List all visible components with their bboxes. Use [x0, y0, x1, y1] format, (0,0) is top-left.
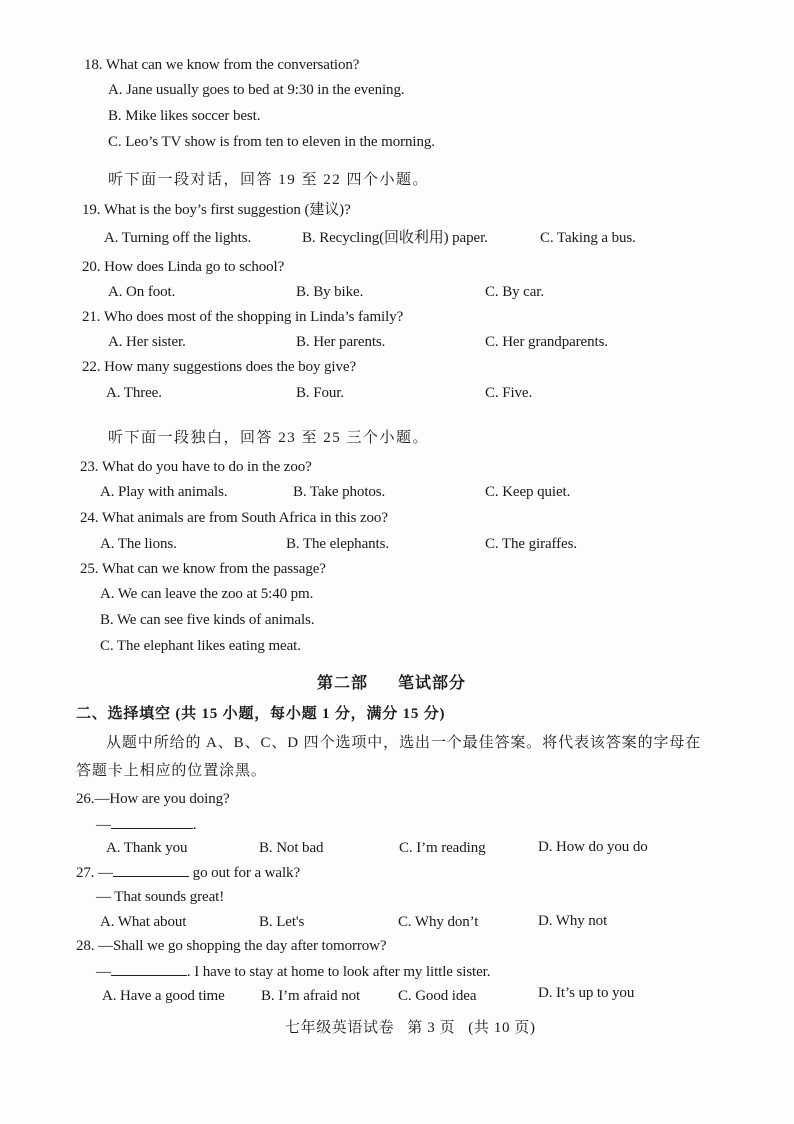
q25-option-b: B. We can see five kinds of animals.	[100, 612, 315, 628]
q27-answer-blank	[113, 862, 189, 877]
q22-option-b: B. Four.	[296, 385, 344, 401]
q20-option-c: C. By car.	[485, 284, 544, 300]
q26-dash: —	[96, 817, 111, 833]
q27-prefix: 27. —	[76, 865, 114, 881]
q28-line1: 28. —Shall we go shopping the day after tomorrow?	[76, 938, 387, 954]
q25-option-a: A. We can leave the zoo at 5:40 pm.	[100, 586, 314, 602]
q23-option-b: B. Take photos.	[293, 484, 386, 500]
q28-suffix: . I have to stay at home to look after my little sister.	[186, 964, 491, 980]
q27-option-c: C. Why don’t	[398, 914, 479, 930]
q20-stem: 20. How does Linda go to school?	[82, 259, 285, 275]
instruction-19-22: 听下面一段对话，回答 19 至 22 四个小题。	[108, 172, 430, 188]
q21-option-c: C. Her grandparents.	[485, 334, 608, 350]
q27-line1	[76, 862, 300, 883]
q20-option-a: A. On foot.	[108, 284, 176, 300]
q24-stem: 24. What animals are from South Africa in this zoo?	[80, 510, 388, 526]
q28-option-b: B. I’m afraid not	[261, 988, 361, 1004]
q22-stem: 22. How many suggestions does the boy give?	[82, 359, 356, 375]
q24-option-b: B. The elephants.	[286, 536, 389, 552]
q28-option-a: A. Have a good time	[102, 988, 225, 1004]
q26-option-a: A. Thank you	[106, 840, 188, 856]
q20-option-b: B. By bike.	[296, 284, 364, 300]
q28-line2	[96, 961, 490, 982]
q25-stem: 25. What can we know from the passage?	[80, 561, 326, 577]
q21-option-b: B. Her parents.	[296, 334, 386, 350]
q24-option-a: A. The lions.	[100, 536, 177, 552]
q19-option-c: C. Taking a bus.	[540, 230, 636, 246]
q26-answer-blank	[111, 814, 193, 829]
part2-title-left: 第二部	[317, 675, 369, 692]
q27-line2: — That sounds great!	[96, 889, 225, 905]
q23-option-c: C. Keep quiet.	[485, 484, 571, 500]
q28-dash: —	[96, 964, 111, 980]
q26-option-c: C. I’m reading	[399, 840, 486, 856]
q23-stem: 23. What do you have to do in the zoo?	[80, 459, 312, 475]
q18-option-b: B. Mike likes soccer best.	[108, 108, 261, 124]
q21-stem: 21. Who does most of the shopping in Linda’s family?	[82, 309, 404, 325]
section2-heading: 二、选择填空 (共 15 小题，每小题 1 分，满分 15 分)	[76, 706, 446, 722]
q18-stem: 18. What can we know from the conversation?	[84, 57, 360, 73]
section2-instruction-line2: 答题卡上相应的位置涂黑。	[76, 763, 267, 779]
q28-option-d: D. It’s up to you	[538, 985, 635, 1001]
q22-option-a: A. Three.	[106, 385, 162, 401]
q26-option-d: D. How do you do	[538, 839, 648, 855]
q18-option-c: C. Leo’s TV show is from ten to eleven in the morning.	[108, 134, 435, 150]
q26-line1: 26.—How are you doing?	[76, 791, 230, 807]
q28-option-c: C. Good idea	[398, 988, 477, 1004]
q26-line2	[96, 814, 197, 835]
q27-option-d: D. Why not	[538, 913, 608, 929]
q24-option-c: C. The giraffes.	[485, 536, 577, 552]
q22-option-c: C. Five.	[485, 385, 533, 401]
q27-suffix: go out for a walk?	[189, 865, 300, 881]
q26-option-b: B. Not bad	[259, 840, 324, 856]
q27-option-a: A. What about	[100, 914, 187, 930]
q26-period: .	[192, 817, 197, 833]
q19-stem: 19. What is the boy’s first suggestion (建议)?	[82, 202, 351, 218]
instruction-23-25: 听下面一段独白，回答 23 至 25 三个小题。	[108, 430, 430, 446]
q19-option-a: A. Turning off the lights.	[104, 230, 252, 246]
q27-option-b: B. Let's	[259, 914, 305, 930]
q18-option-a: A. Jane usually goes to bed at 9:30 in the evening.	[108, 82, 405, 98]
q19-option-b: B. Recycling(回收利用) paper.	[302, 230, 488, 246]
q21-option-a: A. Her sister.	[108, 334, 186, 350]
q25-option-c: C. The elephant likes eating meat.	[100, 638, 301, 654]
part2-title-right: 笔试部分	[398, 675, 467, 692]
q23-option-a: A. Play with animals.	[100, 484, 228, 500]
section2-instruction-line1: 从题中所给的 A、B、C、D 四个选项中，选出一个最佳答案。将代表该答案的字母在	[106, 735, 702, 751]
q28-answer-blank	[111, 961, 187, 976]
page-footer: 七年级英语试卷 第 3 页 (共 10 页)	[285, 1020, 536, 1036]
